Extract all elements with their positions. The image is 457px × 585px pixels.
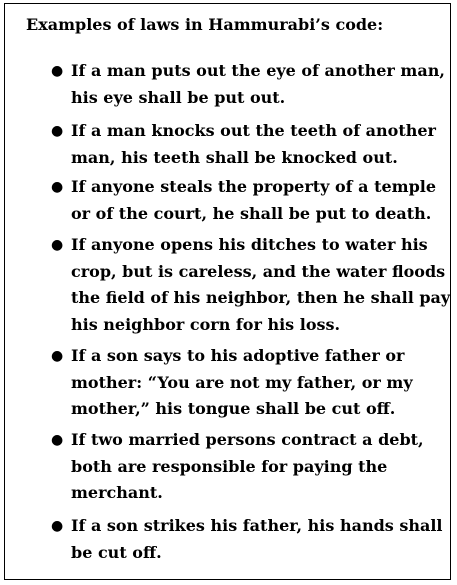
law-line: If a son says to his adoptive father or [71,346,405,365]
law-line: both are responsible for paying the [71,456,388,476]
law-line: be cut off. [71,542,162,562]
law-line: If anyone steals the property of a temple [71,177,437,196]
bullet-icon: ● [51,432,64,448]
law-line: If a man puts out the eye of another man, [71,61,445,80]
law-line: If anyone opens his ditches to water his [71,235,428,254]
bullet-icon: ● [51,348,64,364]
law-line: If a man knocks out the teeth of another [71,121,436,140]
law-item-4 [51,232,451,338]
law-line: the field of his neighbor, then he shall pay [71,288,451,307]
law-line: his neighbor corn for his loss. [71,314,341,334]
law-line: man, his teeth shall be knocked out. [71,147,398,167]
law-line: mother,” his tongue shall be cut off. [71,399,396,418]
law-item-2 [51,118,436,171]
law-line: If two married persons contract a debt, [71,430,424,449]
law-item-7 [51,513,443,566]
law-line: or of the court, he shall be put to death. [71,203,432,223]
law-item-5 [51,343,431,423]
bullet-icon: ● [51,63,64,79]
heading: Examples of laws in Hammurabi’s code: [26,15,384,34]
bullet-icon: ● [51,123,64,139]
law-line: his eye shall be put out. [71,87,286,107]
law-item-6 [51,427,431,507]
law-line: mother: “You are not my father, or my [71,372,413,392]
law-item-3 [51,174,437,227]
bullet-icon: ● [51,179,64,195]
law-line: crop, but is careless, and the water floods [71,261,446,281]
bullet-icon: ● [51,237,64,253]
law-line: merchant. [71,483,163,502]
law-item-1 [51,58,445,111]
bullet-icon: ● [51,518,64,534]
law-line: If a son strikes his father, his hands shall [71,516,443,535]
